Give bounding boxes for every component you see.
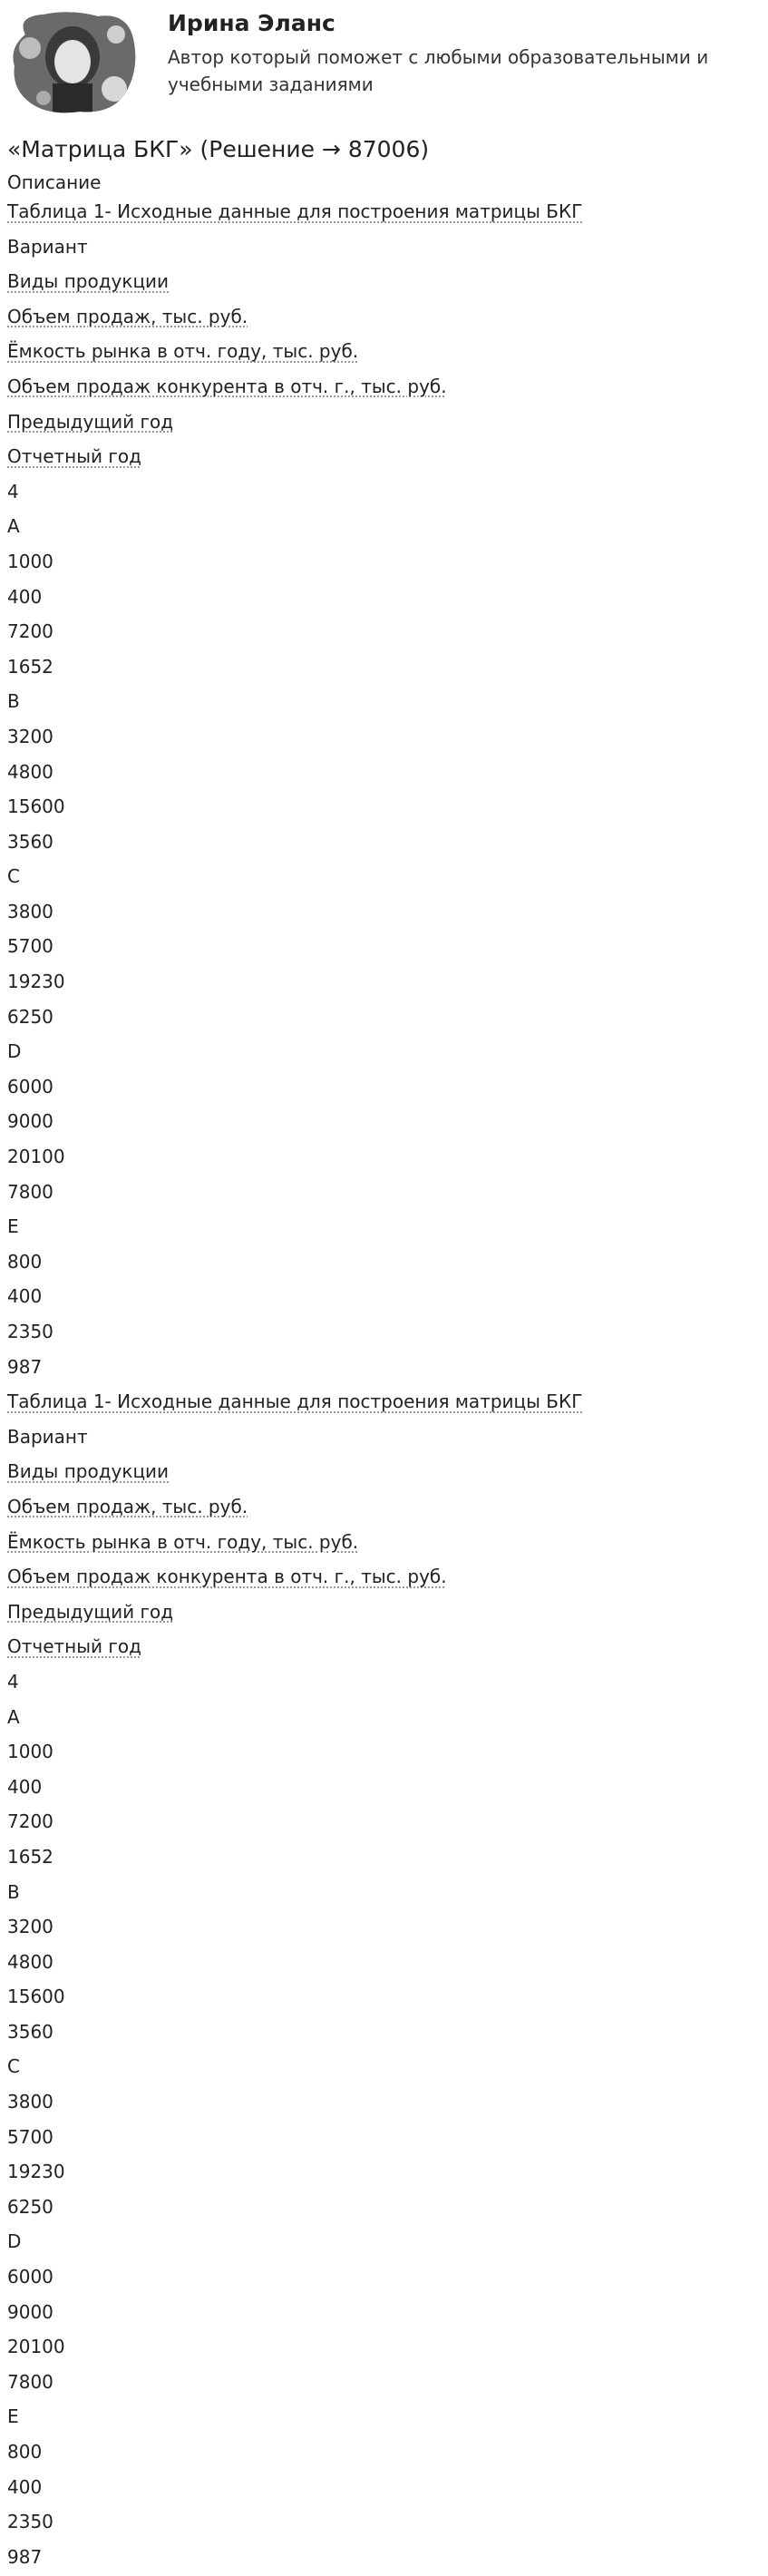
- content-line: E: [7, 2405, 19, 2428]
- content-line: Объем продаж, тыс. руб.: [7, 1495, 248, 1517]
- content-line: E: [7, 1215, 19, 1238]
- content-line: Отчетный год: [7, 1635, 141, 1658]
- author-name[interactable]: Ирина Эланс: [168, 10, 335, 36]
- author-description: Автор который поможет с любыми образовательными и учебными заданиями: [168, 46, 709, 95]
- content-line: Объем продаж конкурента в отч. г., тыс. руб.: [7, 375, 447, 397]
- content-line: 9000: [7, 1110, 53, 1133]
- content-line: 987: [7, 2545, 43, 2568]
- content-line: 7800: [7, 2370, 53, 2393]
- content-line: Ёмкость рынка в отч. году, тыс. руб.: [7, 340, 359, 363]
- content-line: 4: [7, 1670, 19, 1693]
- content-line: C: [7, 2055, 20, 2078]
- content-line: 6000: [7, 1075, 53, 1098]
- content-line: 6250: [7, 2195, 53, 2218]
- content-line: Таблица 1- Исходные данные для построения матрицы БКГ: [7, 1390, 583, 1413]
- content-line: A: [7, 515, 20, 538]
- content-line: 7800: [7, 1180, 53, 1203]
- content-line: Ёмкость рынка в отч. году, тыс. руб.: [7, 1530, 359, 1553]
- content-line: D: [7, 1040, 22, 1063]
- content-line: Предыдущий год: [7, 1600, 174, 1623]
- content-line: 3200: [7, 1916, 53, 1938]
- content-line: B: [7, 690, 20, 713]
- content-line: Вариант: [7, 1425, 88, 1448]
- content-line: 4800: [7, 760, 53, 783]
- content-line: 7200: [7, 620, 53, 643]
- content-line: Вариант: [7, 235, 88, 258]
- content-line: B: [7, 1880, 20, 1903]
- content-line: 3560: [7, 2020, 53, 2043]
- content-line: 800: [7, 1250, 43, 1273]
- description-label: Описание: [7, 171, 102, 193]
- author-avatar[interactable]: [7, 7, 139, 116]
- content-line: 5700: [7, 935, 53, 958]
- content-line: 6250: [7, 1005, 53, 1028]
- content-line: 9000: [7, 2300, 53, 2323]
- content-line: 400: [7, 1285, 43, 1308]
- content-line: 1000: [7, 550, 53, 572]
- content-line: 3800: [7, 2091, 53, 2113]
- content-line: 1000: [7, 1741, 53, 1763]
- content-line: 1652: [7, 1845, 53, 1868]
- content-line: Предыдущий год: [7, 410, 174, 433]
- content-line: 400: [7, 585, 43, 608]
- content-line: 15600: [7, 1986, 65, 2008]
- content-line: 4: [7, 480, 19, 503]
- content-line: 987: [7, 1355, 43, 1378]
- content-line: Виды продукции: [7, 1460, 170, 1483]
- content-line: 19230: [7, 2161, 65, 2183]
- content-line: D: [7, 2230, 22, 2253]
- content-line: 7200: [7, 1810, 53, 1833]
- content-line: 5700: [7, 2125, 53, 2148]
- content-line: 800: [7, 2441, 43, 2463]
- description-content: [7, 194, 760, 2574]
- content-line: 15600: [7, 795, 65, 818]
- content-line: 2350: [7, 2511, 53, 2533]
- content-line: 20100: [7, 2336, 65, 2358]
- content-line: A: [7, 1705, 20, 1728]
- content-line: 3200: [7, 725, 53, 747]
- content-line: 2350: [7, 1321, 53, 1342]
- content-line: Таблица 1- Исходные данные для построения матрицы БКГ: [7, 200, 583, 222]
- content-line: Объем продаж, тыс. руб.: [7, 305, 248, 327]
- content-line: 19230: [7, 971, 65, 993]
- content-line: 4800: [7, 1950, 53, 1973]
- content-line: 20100: [7, 1146, 65, 1168]
- content-line: 3800: [7, 900, 53, 922]
- content-line: Виды продукции: [7, 270, 170, 293]
- content-line: Объем продаж конкурента в отч. г., тыс. руб.: [7, 1566, 447, 1588]
- content-line: Отчетный год: [7, 445, 141, 468]
- content-line: 400: [7, 2475, 43, 2498]
- content-line: 6000: [7, 2266, 53, 2288]
- content-line: 3560: [7, 830, 53, 853]
- content-line: C: [7, 865, 20, 888]
- author-card: [0, 0, 768, 122]
- content-line: 400: [7, 1775, 43, 1798]
- page-title: «Матрица БКГ» (Решение → 87006): [7, 136, 430, 162]
- content-line: 1652: [7, 655, 53, 678]
